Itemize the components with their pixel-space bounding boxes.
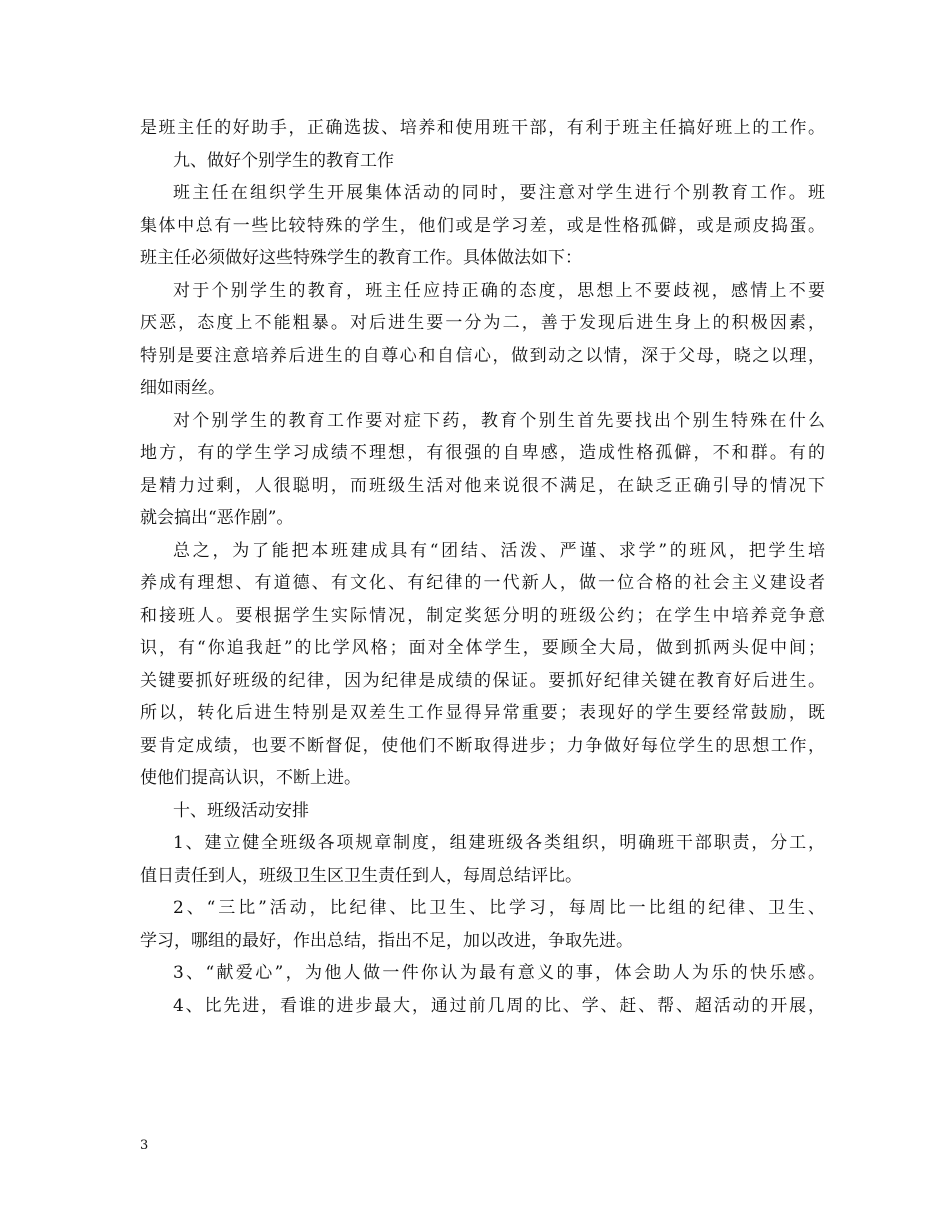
text-line: 值日责任到人，班级卫生区卫生责任到人，每周总结评比。 (140, 865, 582, 886)
text-line: 就会搞出“恶作剧”。 (140, 508, 294, 528)
text-line: 1、建立健全班级各项规章制度，组建班级各类组织，明确班干部职责，分工， (173, 833, 825, 853)
text-line: 细如雨丝。 (140, 378, 225, 398)
document-body (140, 112, 825, 1022)
text-line: 关键要抓好班级的纪律，因为纪律是成绩的保证。要抓好纪律关键在教育好后进生。 (140, 670, 825, 691)
text-line: 学习，哪组的最好，作出总结，指出不足，加以改进，争取先进。 (140, 930, 633, 951)
text-line: 对个别学生的教育工作要对症下药，教育个别生首先要找出个别生特殊在什么 (173, 410, 825, 431)
text-line: 4、比先进，看谁的进步最大，通过前几周的比、学、赶、帮、超活动的开展， (173, 995, 825, 1016)
text-line: 是精力过剩，人很聪明，而班级生活对他来说很不满足，在缺乏正确引导的情况下 (140, 475, 825, 496)
text-line: 养成有理想、有道德、有文化、有纪律的一代新人，做一位合格的社会主义建设者 (140, 573, 825, 593)
text-line: 2、“三比”活动，比纪律、比卫生、比学习，每周比一比组的纪律、卫生、 (173, 898, 825, 918)
text-line: 使他们提高认识，不断上进。 (140, 768, 361, 788)
text-line: 班主任在组织学生开展集体活动的同时，要注意对学生进行个别教育工作。班 (173, 183, 825, 203)
text-line: 对于个别学生的教育，班主任应持正确的态度，思想上不要歧视，感情上不要 (173, 280, 825, 301)
text-line: 特别是要注意培养后进生的自尊心和自信心，做到动之以情，深于父母，晓之以理， (140, 345, 825, 366)
text-line: 识，有“你追我赶”的比学风格；面对全体学生，要顾全大局，做到抓两头促中间； (140, 638, 825, 658)
text-line: 3、“献爱心”，为他人做一件你认为最有意义的事，体会助人为乐的快乐感。 (173, 963, 825, 983)
text-line: 十、班级活动安排 (173, 800, 309, 821)
text-line: 九、做好个别学生的教育工作 (173, 150, 394, 171)
text-line: 是班主任的好助手，正确选拔、培养和使用班干部，有利于班主任搞好班上的工作。 (140, 118, 825, 138)
text-line: 总之，为了能把本班建成具有“团结、活泼、严谨、求学”的班风，把学生培 (173, 540, 825, 561)
text-line: 地方，有的学生学习成绩不理想，有很强的自卑感，造成性格孤僻，不和群。有的 (140, 443, 825, 463)
page-number: 3 (140, 1138, 149, 1153)
text-line: 厌恶，态度上不能粗暴。对后进生要一分为二，善于发现后进生身上的积极因素， (140, 313, 825, 333)
text-line: 所以，转化后进生特别是双差生工作显得异常重要；表现好的学生要经常鼓励，既 (140, 703, 825, 723)
text-line: 和接班人。要根据学生实际情况，制定奖惩分明的班级公约；在学生中培养竞争意 (140, 605, 825, 626)
text-line: 集体中总有一些比较特殊的学生，他们或是学习差，或是性格孤僻，或是顽皮捣蛋。 (140, 215, 825, 236)
text-line: 班主任必须做好这些特殊学生的教育工作。具体做法如下： (140, 248, 582, 268)
text-line: 要肯定成绩，也要不断督促，使他们不断取得进步；力争做好每位学生的思想工作， (140, 735, 825, 756)
